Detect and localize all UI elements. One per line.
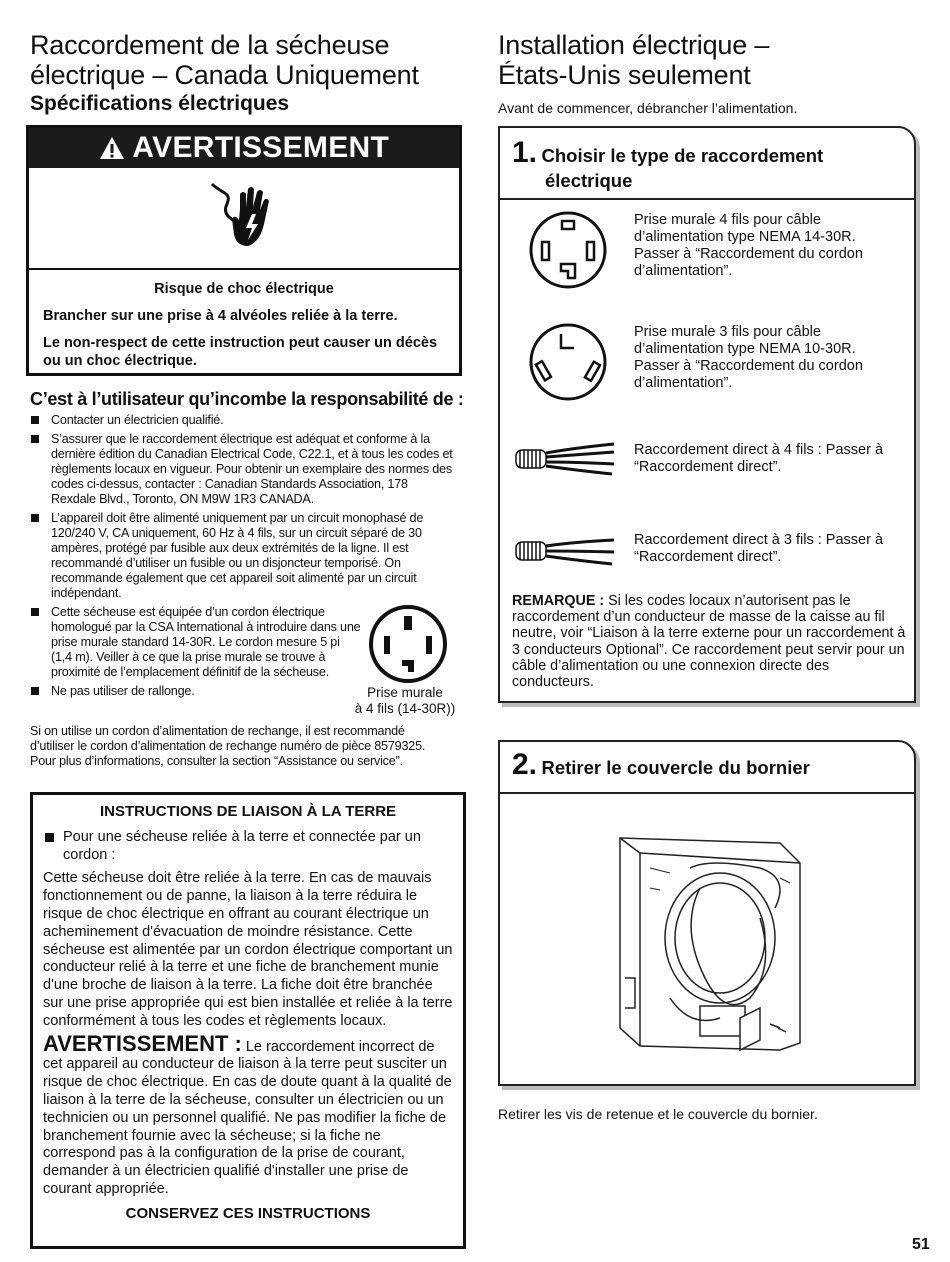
cord-note: Si on utilise un cordon d’alimentation de rechange, il est recommandé d’utiliser le cordon d’alimentation de rechange numéro de pièce 8579325. Pour plus d’informations, consulter la section “Assistance ou service”. — [30, 724, 426, 768]
bullet-square — [45, 833, 54, 842]
grounding-footer: CONSERVEZ CES INSTRUCTIONS — [125, 1204, 371, 1222]
step2-box — [498, 740, 916, 1086]
list-item: Cette sécheuse est équipée d’un cordon électrique homologué par la CSA International à introduire dans une prise murale standard 14-30R. Le cordon mesure 5 pi (1,4 m). Veiller à ce que la prise murale se trouve à proximité de l’emplacement définitif de la sécheuse. — [30, 605, 361, 680]
warning-consequence-line: Le non-respect de cette instruction peut causer un décès ou un choc électrique. — [43, 335, 438, 369]
grounding-bullet-text: Pour une sécheuse reliée à la terre et connectée par un cordon : — [63, 828, 421, 863]
note-text: Si les codes locaux n’autorisent pas le raccordement d’un conducteur de masse de la caisse au fil neutre, voir “Liaison à la terre externe pour un raccordement à 3 conducteurs Optional”. Ce raccordement peut servir pour un câble d’alimentation ou une connexion directe des conducteurs. — [512, 593, 906, 691]
list-item: Ne pas utiliser de rallonge. — [30, 684, 455, 699]
left-subtitle: Spécifications électriques — [30, 92, 290, 115]
grounding-instructions-box — [30, 792, 466, 1249]
grounding-warning — [43, 1030, 453, 1199]
list-item: S’assurer que le raccordement électrique est adéquat et conforme à la dernière édition du Canadian Electrical Code, C22.1, et à tous les codes et règlements locaux en vigueur. Pour obtenir un exemplaire des normes des codes ci-dessus, contacter : Canadian Standards Association, 178 Rexdale Blvd., Toronto, ON M9W 1R3 CANADA. — [30, 432, 455, 507]
outlet-caption — [350, 685, 460, 717]
grounding-warning-text: Le raccordement incorrect de cet appareil au conducteur de liaison à la terre peut susciter un risque de choc électrique. En cas de doute quant à la qualité de liaison à la terre de la sécheuse, consulter un électricien ou un technicien ou un personnel qualifié. Ne pas modifier la fiche de branchement fournie avec la sécheuse; si la fiche ne correspond pas à la configuration de la prise de courant, demander à un électricien qualifié d'installer une prise de courant appropriée. — [43, 1038, 452, 1197]
left-title — [30, 30, 470, 90]
right-title-line1: Installation électrique – — [498, 30, 770, 60]
grounding-warning-label: AVERTISSEMENT : — [43, 1030, 242, 1056]
warning-header-text: AVERTISSEMENT — [132, 131, 390, 164]
warning-box — [26, 125, 462, 376]
outlet-caption-line1: Prise murale — [367, 685, 443, 700]
step2-header — [500, 742, 914, 794]
option-4-wire-direct: Raccordement direct à 4 fils : Passer à “Raccordement direct”. — [634, 442, 884, 475]
dryer-back-illustration — [610, 828, 810, 1063]
grounding-bullet — [43, 829, 453, 865]
electric-shock-hand-icon — [29, 168, 459, 270]
warning-header — [29, 128, 459, 168]
step1-title-line1: Choisir le type de raccordement — [541, 145, 824, 166]
note-label: REMARQUE : — [512, 593, 605, 609]
outlet-10-30r-option-icon — [528, 322, 608, 407]
left-title-line1: Raccordement de la sécheuse — [30, 30, 390, 60]
step1-note — [512, 593, 912, 690]
warning-instruction-line: Brancher sur une prise à 4 alvéoles reliée à la terre. — [43, 308, 398, 324]
option-3-wire-direct: Raccordement direct à 3 fils : Passer à “Raccordement direct”. — [634, 532, 884, 565]
step2-number: 2. — [512, 748, 538, 781]
step2-caption: Retirer les vis de retenue et le couvercle du bornier. — [498, 1106, 818, 1122]
option-4-wire-outlet: Prise murale 4 fils pour câble d’alimentation type NEMA 14-30R. Passer à “Raccordement du cordon d’alimentation”. — [634, 212, 863, 279]
outlet-14-30r-option-icon — [528, 210, 608, 295]
outlet-caption-line2: à 4 fils (14-30R)) — [354, 701, 456, 716]
right-title-line2: États-Unis seulement — [498, 60, 751, 90]
list-item: L’appareil doit être alimenté uniquement par un circuit monophasé de 120/240 V, CA uniquement, 60 Hz à 4 fils, sur un circuit séparé de 30 ampères, protégé par fusible aux deux extrémités de la ligne. Il est recommandé d’utiliser un fusible ou un disjoncteur temporisé. On recommande également que cet appareil soit alimenté par un circuit indépendant. — [30, 511, 455, 601]
list-item: Contacter un électricien qualifié. — [30, 413, 455, 428]
grounding-paragraph: Cette sécheuse doit être reliée à la terre. En cas de mauvais fonctionnement ou de panne, la liaison à la terre réduira le risque de choc électrique en offrant au courant électrique un acheminement d'évacuation de moindre résistance. Cette sécheuse est alimentée par un cordon électrique comportant un conducteur relié à la terre et une fiche de branchement munie d'une broche de liaison à la terre. La fiche doit être branchée sur une prise appropriée qui est bien installée et reliée à la terre conformément à tous les codes et règlements locaux. — [43, 870, 453, 1029]
grounding-heading: INSTRUCTIONS DE LIAISON À LA TERRE — [99, 803, 397, 820]
direct-4-wire-icon — [514, 440, 619, 485]
step1-box — [498, 126, 916, 703]
warning-triangle-icon — [99, 131, 133, 164]
step1-title-line2: électrique — [545, 170, 633, 191]
direct-3-wire-icon — [514, 532, 619, 577]
warning-risk-line: Risque de choc électrique — [154, 281, 334, 297]
step2-title: Retirer le couvercle du bornier — [541, 757, 810, 778]
right-intro: Avant de commencer, débrancher l’alimentation. — [498, 100, 798, 116]
option-3-wire-outlet: Prise murale 3 fils pour câble d’alimentation type NEMA 10-30R. Passer à “Raccordement du cordon d’alimentation”. — [634, 324, 863, 391]
outlet-14-30r-icon — [368, 604, 448, 689]
step1-number: 1. — [512, 136, 538, 169]
warning-text — [29, 270, 459, 370]
page-number: 51 — [912, 1236, 930, 1253]
step1-header — [500, 128, 914, 200]
left-title-line2: électrique – Canada Uniquement — [30, 60, 419, 90]
responsibility-heading: C’est à l’utilisateur qu’incombe la responsabilité de : — [30, 389, 464, 409]
right-title — [498, 30, 918, 90]
